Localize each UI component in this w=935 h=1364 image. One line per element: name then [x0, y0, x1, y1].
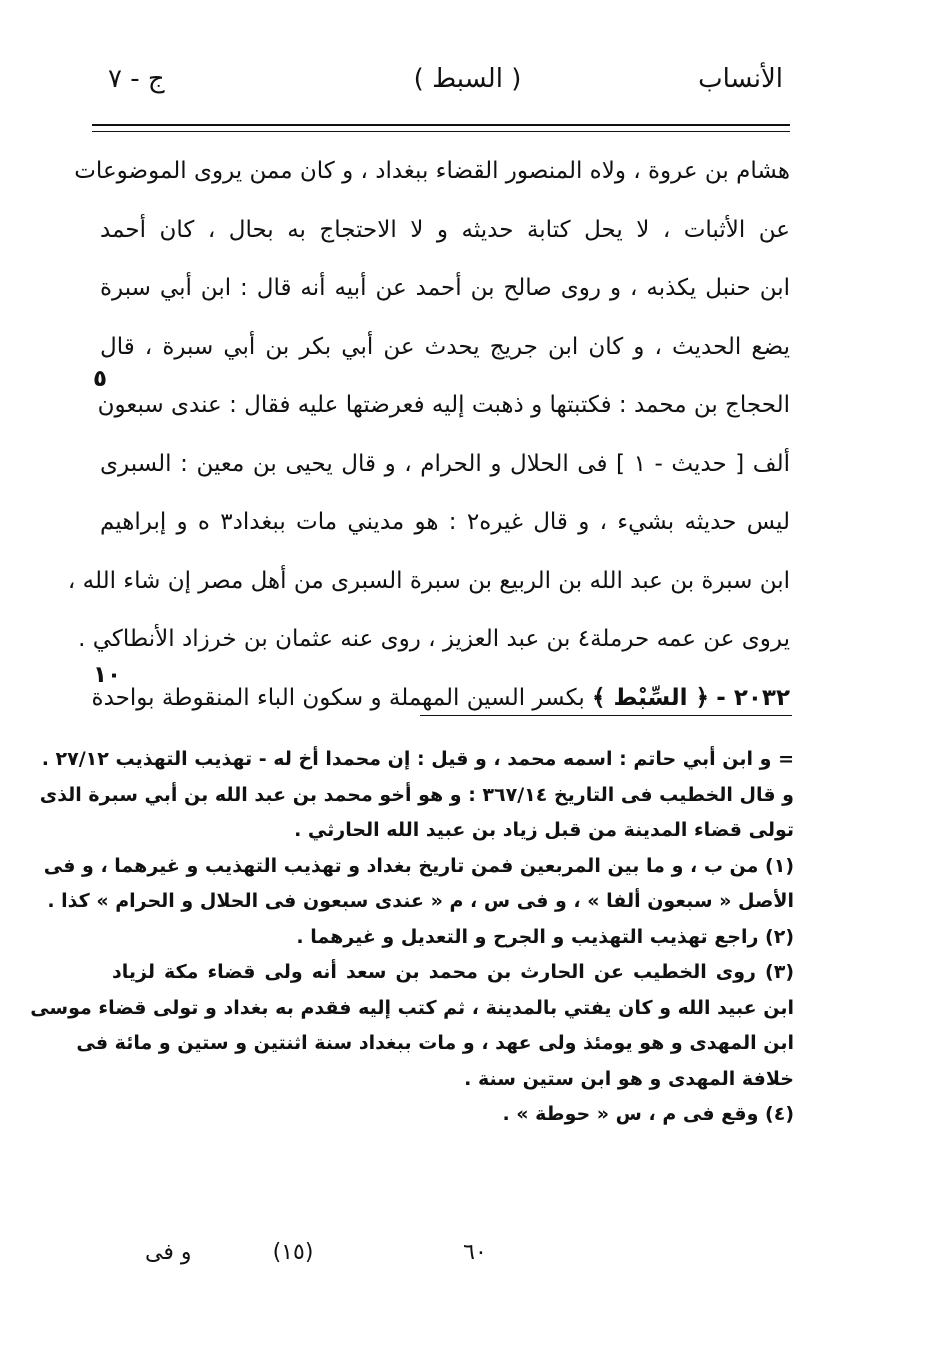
main-line: ليس حديثه بشيء ، و قال غيره٢ : هو مديني مات ببغداد٣ ه و إبراهيم — [100, 509, 791, 535]
line-number-10: ١٠ — [93, 662, 122, 688]
footnote-line: (٤) وقع فى م ، س « حوطة » . — [502, 1103, 794, 1125]
main-line: هشام بن عروة ، ولاه المنصور القضاء ببغداد ، و كان ممن يروى الموضوعات — [74, 158, 790, 184]
main-line: ابن سبرة بن عبد الله بن الربيع بن سبرة السبرى من أهل مصر إن شاء الله ، — [67, 567, 790, 594]
running-head-title: الأنساب — [698, 64, 783, 94]
running-head-section: ( السبط ) — [413, 64, 522, 94]
main-line: عن الأثبات ، لا يحل كتابة حديثه و لا الاحتجاج به بحال ، كان أحمد — [100, 216, 790, 243]
page-number: ٦٠ — [463, 1240, 487, 1265]
header-thin-rule — [92, 131, 790, 132]
entry-title: ﴿ السِّبْط ﴾ — [592, 684, 709, 711]
main-text — [67, 142, 791, 727]
main-line: ألف [ حديث - ١ ] فى الحلال و الحرام ، و قال يحيى بن معين : السبرى — [100, 450, 790, 477]
volume-label: ج - ٧ — [108, 64, 165, 94]
footnote-line: خلافة المهدى و هو ابن ستين سنة . — [464, 1067, 794, 1090]
footnote-line: (١) من ب ، و ما بين المربعين فمن تاريخ بغداد و تهذيب التهذيب و غيرهما ، و فى — [43, 854, 794, 877]
line-number-5: ٥ — [93, 366, 108, 392]
catchword: و فى — [145, 1240, 192, 1265]
footnote-line: (٢) راجع تهذيب التهذيب و الجرح و التعديل و غيرهما . — [296, 925, 794, 948]
footnote-line: و قال الخطيب فى التاريخ ٣٦٧/١٤ : و هو أخو محمد بن عبد الله بن أبي سبرة الذى — [39, 783, 794, 806]
main-line: يضع الحديث ، و كان ابن جريج يحدث عن أبي بكر بن أبي سبرة ، قال — [100, 333, 790, 360]
footnote-line: = و ابن أبي حاتم : اسمه محمد ، و قيل : إن محمدا أخ له - تهذيب التهذيب ٢٧/١٢ . — [41, 748, 794, 770]
footnote-line: (٣) روى الخطيب عن الحارث بن محمد بن سعد أنه ولى قضاء مكة لزياد — [112, 961, 794, 983]
main-line: الحجاج بن محمد : فكتبتها و ذهبت إليه فعرضتها عليه فقال : عندى سبعون — [97, 392, 790, 418]
header-thick-rule — [92, 124, 790, 126]
footnotes — [30, 742, 794, 1133]
footnote-line: ابن المهدى و هو يومئذ ولى عهد ، و مات ببغداد سنة اثنتين و ستين و مائة فى — [76, 1032, 794, 1054]
entry-number: ٢٠٣٢ - — [716, 684, 790, 711]
signature-mark: (١٥) — [272, 1240, 314, 1265]
footnote-line: ابن عبيد الله و كان يفتي بالمدينة ، ثم كتب إليه فقدم به بغداد و تولى قضاء موسى — [30, 996, 794, 1019]
entry-line — [91, 669, 790, 728]
main-line: يروى عن عمه حرملة٤ بن عبد العزيز ، روى عنه عثمان بن خرزاد الأنطاكي . — [78, 626, 790, 652]
footnote-line: تولى قضاء المدينة من قبل زياد بن عبيد الله الحارثي . — [294, 819, 794, 841]
footnote-line: الأصل « سبعون ألفا » ، و فى س ، م « عندى سبعون فى الحلال و الحرام » كذا . — [47, 890, 794, 912]
footnote-rule — [420, 715, 792, 716]
main-line: ابن حنبل يكذبه ، و روى صالح بن أحمد عن أبيه أنه قال : ابن أبي سبرة — [100, 275, 790, 301]
entry-text: بكسر السين المهملة و سكون الباء المنقوطة بواحدة — [91, 684, 585, 711]
